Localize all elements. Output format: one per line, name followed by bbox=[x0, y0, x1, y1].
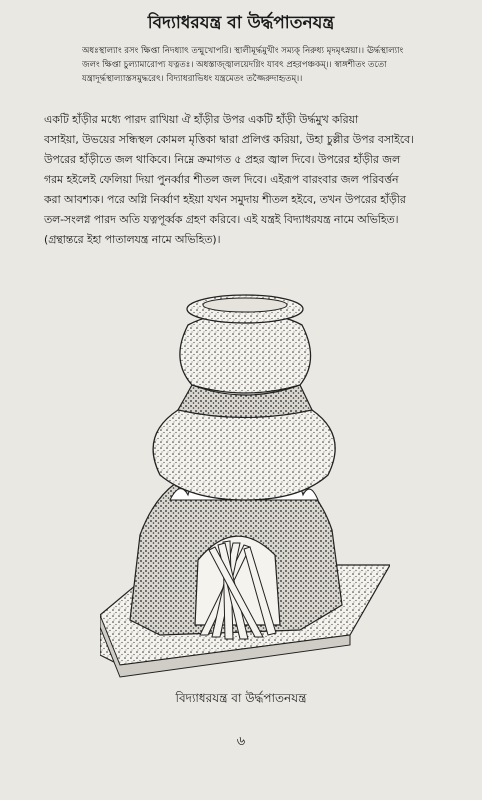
sanskrit-verse bbox=[82, 44, 442, 86]
verse-line: জলং ক্ষিপ্তা চুল্যামারোপ্য যত্নতঃ। অধস্তাজ্জ্বালয়েদগ্নিং যাবৎ প্রহরপঞ্চকম্।। স্বাঙ্গশীতং ততো bbox=[82, 60, 387, 70]
paragraph-line: (গ্রন্থান্তরে ইহা পাতালযন্ত্র নামে অভিহিত)। bbox=[44, 233, 221, 246]
page-title: বিদ্যাধরযন্ত্র বা উর্দ্ধপাতনযন্ত্র bbox=[147, 13, 335, 33]
paragraph-line: তল-সংলগ্ন পারদ অতি যত্নপূর্ব্বক গ্রহণ করিবে। এই যন্ত্রই বিদ্যাধরযন্ত্র নামে অভিহিত। bbox=[44, 213, 399, 226]
figure-caption: বিদ্যাধরযন্ত্র বা উর্দ্ধপাতনযন্ত্র bbox=[175, 691, 307, 705]
page-number: ৬ bbox=[236, 734, 246, 749]
apparatus-illustration bbox=[100, 285, 390, 685]
paragraph-line: গরম হইলেই ফেলিয়া দিয়া পুনর্ব্বার শীতল জল দিবে। এইরূপ বারংবার জল পরিবর্ত্তন bbox=[44, 173, 399, 186]
lower-pot bbox=[153, 410, 335, 500]
paragraph-line: উপরের হাঁড়ীতে জল থাকিবে। নিম্নে ক্রমাগত ৫ প্রহর জ্বাল দিবে। উপরের হাঁড়ীর জল bbox=[44, 153, 401, 166]
verse-line: অধঃস্থাল্যাং রসং ক্ষিপ্তা নিদধ্যাৎ তন্মুখোপরি। স্থালীমূর্দ্ধমুখীং সম্যক্ নিরুধ্য মৃদমৃৎস্নয়া।। ঊর্দ্ধস্থাল্যাং bbox=[82, 46, 404, 56]
paragraph-line: বসাইয়া, উভয়ের সন্ধিস্থল কোমল মৃত্তিকা দ্বারা প্রলিপ্ত করিয়া, উহা চুল্লীর উপর বসাইবে। bbox=[44, 133, 414, 146]
verse-line: যন্ত্রাদূর্দ্ধস্থাল্যাস্তসমুদ্ধরেৎ। বিদ্যাধরাভিধং যন্ত্রমেতং তজ্জৈরুদাহৃতম্।। bbox=[82, 74, 303, 84]
paragraph-line: করা আবশ্যক। পরে অগ্নি নির্ব্বাণ হইয়া যখন সমুদায় শীতল হইবে, তখন উপরের হাঁড়ীর bbox=[44, 193, 406, 206]
paragraph-line: একটি হাঁড়ীর মধ্যে পারদ রাখিয়া ঐ হাঁড়ীর উপর একটি হাঁড়ী উর্দ্ধমুখ করিয়া bbox=[44, 113, 359, 126]
body-paragraph bbox=[44, 110, 444, 250]
upper-pot bbox=[180, 313, 311, 393]
